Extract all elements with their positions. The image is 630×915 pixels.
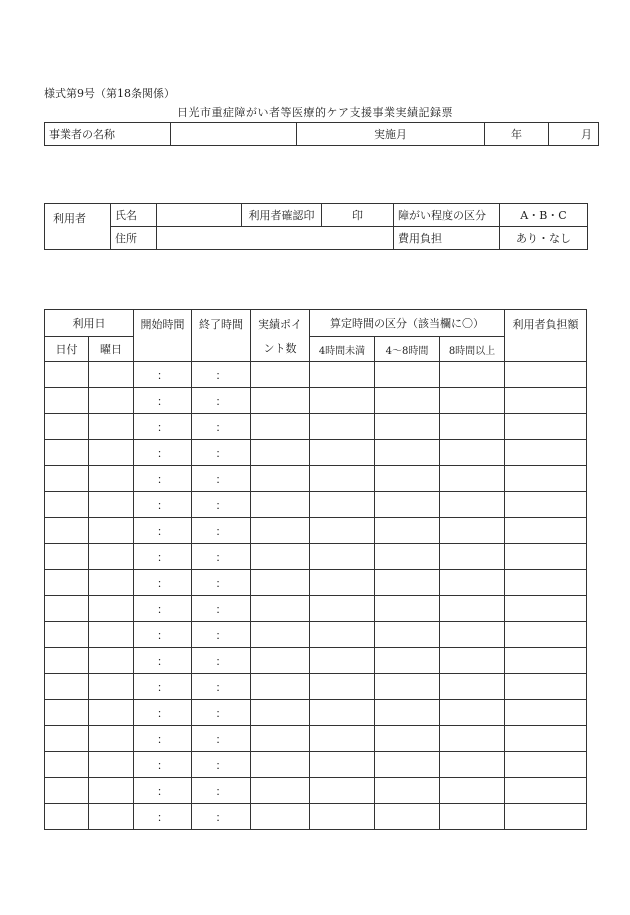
weekday-cell[interactable] [89, 804, 134, 830]
time-separator: ： [215, 628, 227, 642]
time-separator: ： [157, 498, 168, 512]
user-confirm-label: 利用者確認印 [242, 204, 322, 227]
time-separator: ： [157, 420, 168, 434]
date-cell[interactable] [45, 596, 89, 622]
over-8h-header: 8時間以上 [440, 337, 505, 362]
form-title: 日光市重症障がい者等医療的ケア支援事業実績記録票 [177, 106, 453, 119]
date-cell[interactable] [45, 648, 89, 674]
table-row [45, 414, 587, 440]
user-name-label: 氏名 [111, 204, 157, 227]
weekday-cell[interactable] [89, 570, 134, 596]
over-8h-cell[interactable] [440, 492, 505, 518]
time-separator: ： [215, 784, 227, 798]
weekday-cell[interactable] [89, 414, 134, 440]
time-separator: ： [157, 446, 168, 460]
4-to-8h-cell[interactable] [375, 804, 440, 830]
time-separator: ： [215, 550, 227, 564]
over-8h-cell[interactable] [440, 700, 505, 726]
start-time-cell[interactable] [134, 700, 192, 726]
date-cell[interactable] [45, 544, 89, 570]
points-cell[interactable] [251, 466, 310, 492]
table-row [45, 726, 587, 752]
points-cell[interactable] [251, 778, 310, 804]
month-field[interactable] [549, 123, 599, 146]
time-separator: ： [215, 654, 227, 668]
user-cost-cell[interactable] [505, 752, 587, 778]
start-time-cell[interactable] [134, 414, 192, 440]
under-4h-cell[interactable] [310, 726, 375, 752]
over-8h-cell[interactable] [440, 466, 505, 492]
end-time-cell[interactable] [192, 648, 251, 674]
weekday-cell[interactable] [89, 648, 134, 674]
date-cell[interactable] [45, 388, 89, 414]
4-to-8h-cell[interactable] [375, 362, 440, 388]
4-to-8h-cell[interactable] [375, 440, 440, 466]
points-cell[interactable] [251, 518, 310, 544]
4-to-8h-cell[interactable] [375, 596, 440, 622]
user-cost-cell[interactable] [505, 362, 587, 388]
disability-level-options[interactable]: A・B・C [500, 204, 588, 227]
end-time-cell[interactable] [192, 492, 251, 518]
table-row [45, 700, 587, 726]
over-8h-cell[interactable] [440, 726, 505, 752]
end-time-cell[interactable] [192, 726, 251, 752]
time-separator: ： [157, 732, 168, 746]
under-4h-cell[interactable] [310, 752, 375, 778]
time-separator: ： [157, 810, 168, 824]
points-cell[interactable] [251, 440, 310, 466]
cost-burden-options[interactable]: あり・なし [500, 227, 588, 250]
under-4h-cell[interactable] [310, 648, 375, 674]
points-cell[interactable] [251, 570, 310, 596]
provider-name-label: 事業者の名称 [45, 123, 171, 146]
under-4h-cell[interactable] [310, 622, 375, 648]
user-cost-cell[interactable] [505, 544, 587, 570]
over-8h-cell[interactable] [440, 440, 505, 466]
end-time-cell[interactable] [192, 440, 251, 466]
date-cell[interactable] [45, 674, 89, 700]
weekday-cell[interactable] [89, 388, 134, 414]
year-unit: 年 [511, 128, 522, 141]
weekday-cell[interactable] [89, 752, 134, 778]
over-8h-cell[interactable] [440, 622, 505, 648]
implementation-month-label: 実施月 [297, 123, 485, 146]
end-time-cell[interactable] [192, 466, 251, 492]
user-cost-cell[interactable] [505, 414, 587, 440]
over-8h-cell[interactable] [440, 544, 505, 570]
table-row [45, 674, 587, 700]
time-separator: ： [215, 706, 227, 720]
4-to-8h-cell[interactable] [375, 674, 440, 700]
time-separator: ： [215, 576, 227, 590]
start-time-cell[interactable] [134, 362, 192, 388]
start-time-cell[interactable] [134, 466, 192, 492]
time-separator: ： [157, 654, 168, 668]
under-4h-header: 4時間未満 [310, 337, 375, 362]
4-to-8h-cell[interactable] [375, 622, 440, 648]
over-8h-cell[interactable] [440, 778, 505, 804]
weekday-cell[interactable] [89, 596, 134, 622]
user-cost-cell[interactable] [505, 570, 587, 596]
disability-level-label: 障がい程度の区分 [394, 204, 500, 227]
user-cost-cell[interactable] [505, 466, 587, 492]
end-time-cell[interactable] [192, 362, 251, 388]
points-cell[interactable] [251, 414, 310, 440]
end-time-cell[interactable] [192, 414, 251, 440]
start-time-cell[interactable] [134, 752, 192, 778]
points-cell[interactable] [251, 544, 310, 570]
date-cell[interactable] [45, 492, 89, 518]
year-field[interactable] [485, 123, 549, 146]
time-separator: ： [215, 810, 227, 824]
4-to-8h-cell[interactable] [375, 700, 440, 726]
points-cell[interactable] [251, 492, 310, 518]
4-to-8h-header: 4〜8時間 [375, 337, 440, 362]
end-time-cell[interactable] [192, 778, 251, 804]
end-time-cell[interactable] [192, 388, 251, 414]
time-separator: ： [215, 680, 227, 694]
time-separator: ： [215, 732, 227, 746]
date-cell[interactable] [45, 778, 89, 804]
user-cost-cell[interactable] [505, 596, 587, 622]
time-separator: ： [157, 758, 168, 772]
start-time-cell[interactable] [134, 778, 192, 804]
under-4h-cell[interactable] [310, 596, 375, 622]
over-8h-cell[interactable] [440, 804, 505, 830]
user-cost-cell[interactable] [505, 648, 587, 674]
user-table [44, 203, 588, 250]
4-to-8h-cell[interactable] [375, 752, 440, 778]
points-cell[interactable] [251, 674, 310, 700]
start-time-cell[interactable] [134, 570, 192, 596]
end-time-cell[interactable] [192, 622, 251, 648]
date-cell[interactable] [45, 440, 89, 466]
time-separator: ： [215, 758, 227, 772]
provider-name-field[interactable] [171, 123, 297, 146]
time-separator: ： [157, 550, 168, 564]
time-separator: ： [157, 706, 168, 720]
over-8h-cell[interactable] [440, 570, 505, 596]
time-separator: ： [215, 420, 227, 434]
date-cell[interactable] [45, 622, 89, 648]
points-header-line2: ント数 [263, 342, 297, 355]
date-cell[interactable] [45, 804, 89, 830]
under-4h-cell[interactable] [310, 388, 375, 414]
time-separator: ： [157, 628, 168, 642]
table-row [45, 804, 587, 830]
table-row [45, 388, 587, 414]
table-row [45, 466, 587, 492]
user-cost-cell[interactable] [505, 804, 587, 830]
start-time-header: 開始時間 [134, 310, 192, 362]
points-cell[interactable] [251, 700, 310, 726]
time-separator: ： [215, 602, 227, 616]
over-8h-cell[interactable] [440, 414, 505, 440]
weekday-cell[interactable] [89, 518, 134, 544]
end-time-cell[interactable] [192, 752, 251, 778]
date-cell[interactable] [45, 518, 89, 544]
points-cell[interactable] [251, 596, 310, 622]
4-to-8h-cell[interactable] [375, 544, 440, 570]
weekday-cell[interactable] [89, 622, 134, 648]
records-table [44, 309, 587, 830]
points-cell[interactable] [251, 726, 310, 752]
over-8h-cell[interactable] [440, 596, 505, 622]
user-cost-cell[interactable] [505, 726, 587, 752]
start-time-cell[interactable] [134, 518, 192, 544]
time-separator: ： [157, 524, 168, 538]
under-4h-cell[interactable] [310, 414, 375, 440]
time-category-header: 算定時間の区分（該当欄に〇） [310, 310, 505, 337]
table-row [45, 596, 587, 622]
end-time-cell[interactable] [192, 596, 251, 622]
date-header: 日付 [45, 337, 89, 362]
under-4h-cell[interactable] [310, 570, 375, 596]
time-separator: ： [157, 680, 168, 694]
time-separator: ： [215, 524, 227, 538]
time-separator: ： [157, 472, 168, 486]
table-row [45, 622, 587, 648]
weekday-cell[interactable] [89, 726, 134, 752]
time-separator: ： [215, 446, 227, 460]
points-cell[interactable] [251, 752, 310, 778]
start-time-cell[interactable] [134, 726, 192, 752]
end-time-cell[interactable] [192, 700, 251, 726]
table-row [45, 570, 587, 596]
user-cost-cell[interactable] [505, 518, 587, 544]
end-time-cell[interactable] [192, 804, 251, 830]
under-4h-cell[interactable] [310, 440, 375, 466]
user-cost-cell[interactable] [505, 700, 587, 726]
weekday-cell[interactable] [89, 544, 134, 570]
table-row [45, 518, 587, 544]
time-separator: ： [215, 472, 227, 486]
date-cell[interactable] [45, 700, 89, 726]
weekday-cell[interactable] [89, 466, 134, 492]
user-name-field[interactable] [157, 204, 242, 227]
under-4h-cell[interactable] [310, 544, 375, 570]
seal-field[interactable]: 印 [322, 204, 394, 227]
4-to-8h-cell[interactable] [375, 518, 440, 544]
over-8h-cell[interactable] [440, 362, 505, 388]
time-separator: ： [157, 368, 168, 382]
points-cell[interactable] [251, 362, 310, 388]
table-row [45, 752, 587, 778]
date-cell[interactable] [45, 570, 89, 596]
weekday-cell[interactable] [89, 362, 134, 388]
4-to-8h-cell[interactable] [375, 492, 440, 518]
4-to-8h-cell[interactable] [375, 414, 440, 440]
month-unit: 月 [581, 128, 592, 141]
user-cost-cell[interactable] [505, 674, 587, 700]
under-4h-cell[interactable] [310, 778, 375, 804]
4-to-8h-cell[interactable] [375, 570, 440, 596]
over-8h-cell[interactable] [440, 752, 505, 778]
form-number: 様式第9号（第18条関係） [44, 87, 175, 100]
table-row [45, 648, 587, 674]
end-time-cell[interactable] [192, 674, 251, 700]
start-time-cell[interactable] [134, 804, 192, 830]
weekday-cell[interactable] [89, 492, 134, 518]
start-time-cell[interactable] [134, 544, 192, 570]
points-cell[interactable] [251, 648, 310, 674]
under-4h-cell[interactable] [310, 492, 375, 518]
start-time-cell[interactable] [134, 388, 192, 414]
user-cost-cell[interactable] [505, 622, 587, 648]
under-4h-cell[interactable] [310, 518, 375, 544]
end-time-cell[interactable] [192, 570, 251, 596]
points-cell[interactable] [251, 388, 310, 414]
use-day-header: 利用日 [45, 310, 134, 337]
date-cell[interactable] [45, 466, 89, 492]
time-separator: ： [157, 784, 168, 798]
4-to-8h-cell[interactable] [375, 726, 440, 752]
start-time-cell[interactable] [134, 440, 192, 466]
address-label: 住所 [111, 227, 157, 250]
under-4h-cell[interactable] [310, 466, 375, 492]
points-cell[interactable] [251, 804, 310, 830]
time-separator: ： [157, 576, 168, 590]
cost-burden-label: 費用負担 [394, 227, 500, 250]
table-row [45, 778, 587, 804]
4-to-8h-cell[interactable] [375, 466, 440, 492]
points-header-line1: 実績ポイ [258, 318, 302, 331]
table-row [45, 362, 587, 388]
over-8h-cell[interactable] [440, 674, 505, 700]
4-to-8h-cell[interactable] [375, 648, 440, 674]
under-4h-cell[interactable] [310, 804, 375, 830]
date-cell[interactable] [45, 362, 89, 388]
time-separator: ： [215, 394, 227, 408]
user-cost-cell[interactable] [505, 778, 587, 804]
weekday-header: 曜日 [89, 337, 134, 362]
over-8h-cell[interactable] [440, 388, 505, 414]
address-field[interactable] [157, 227, 394, 250]
start-time-cell[interactable] [134, 674, 192, 700]
weekday-cell[interactable] [89, 778, 134, 804]
points-header [251, 310, 310, 362]
under-4h-cell[interactable] [310, 700, 375, 726]
end-time-cell[interactable] [192, 518, 251, 544]
weekday-cell[interactable] [89, 440, 134, 466]
over-8h-cell[interactable] [440, 518, 505, 544]
end-time-header: 終了時間 [192, 310, 251, 362]
table-row [45, 544, 587, 570]
date-cell[interactable] [45, 414, 89, 440]
user-cost-header: 利用者負担額 [505, 310, 587, 362]
time-separator: ： [157, 394, 168, 408]
start-time-cell[interactable] [134, 622, 192, 648]
4-to-8h-cell[interactable] [375, 778, 440, 804]
date-cell[interactable] [45, 726, 89, 752]
over-8h-cell[interactable] [440, 648, 505, 674]
table-row [45, 440, 587, 466]
provider-table [44, 122, 599, 146]
time-separator: ： [215, 368, 227, 382]
user-cost-cell[interactable] [505, 388, 587, 414]
time-separator: ： [215, 498, 227, 512]
user-label: 利用者 [45, 204, 111, 250]
points-cell[interactable] [251, 622, 310, 648]
record-rows [45, 362, 587, 830]
date-cell[interactable] [45, 752, 89, 778]
end-time-cell[interactable] [192, 544, 251, 570]
user-cost-cell[interactable] [505, 492, 587, 518]
time-separator: ： [157, 602, 168, 616]
weekday-cell[interactable] [89, 700, 134, 726]
table-row [45, 492, 587, 518]
start-time-cell[interactable] [134, 492, 192, 518]
start-time-cell[interactable] [134, 596, 192, 622]
start-time-cell[interactable] [134, 648, 192, 674]
under-4h-cell[interactable] [310, 674, 375, 700]
4-to-8h-cell[interactable] [375, 388, 440, 414]
weekday-cell[interactable] [89, 674, 134, 700]
under-4h-cell[interactable] [310, 362, 375, 388]
user-cost-cell[interactable] [505, 440, 587, 466]
